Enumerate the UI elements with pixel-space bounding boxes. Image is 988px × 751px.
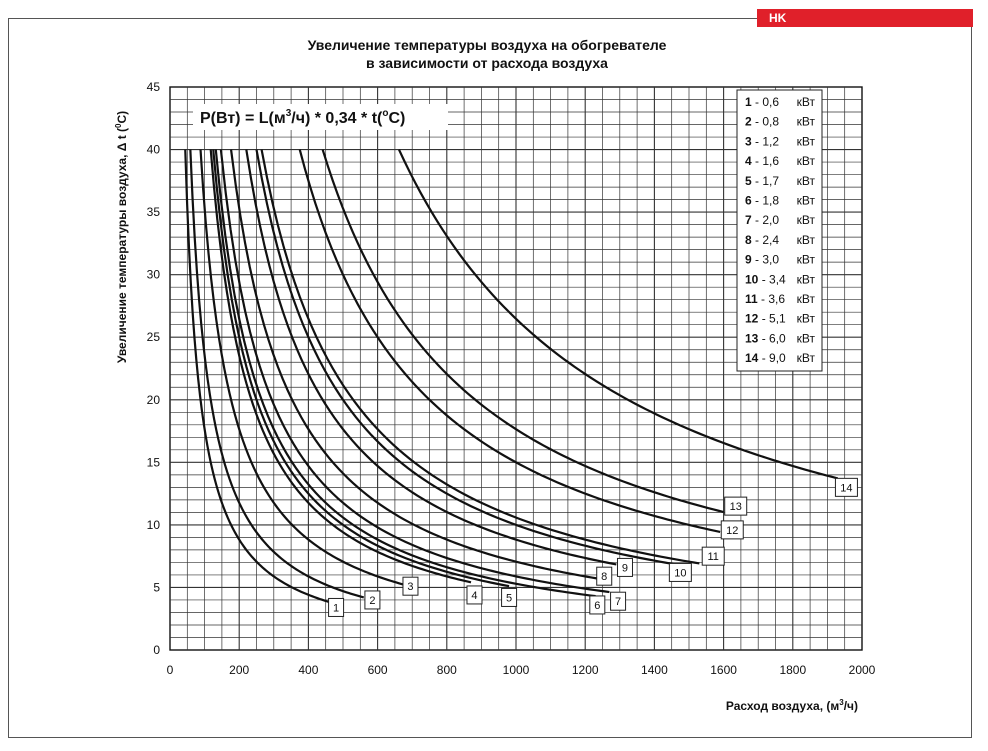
- x-tick-label: 1600: [710, 663, 737, 677]
- curve-label-9: 9: [621, 562, 629, 575]
- legend-unit-2: кВт: [796, 114, 815, 129]
- curve-label-2: 2: [369, 594, 376, 607]
- x-tick-label: 0: [166, 663, 174, 677]
- legend-entry-2: 2 - 0,8: [745, 114, 780, 129]
- y-tick-label: 25: [146, 330, 160, 345]
- legend-unit-12: кВт: [796, 311, 815, 326]
- legend-entry-13: 13 - 6,0: [745, 331, 786, 346]
- x-tick-label: 2000: [848, 663, 876, 677]
- y-tick-label: 40: [146, 142, 160, 157]
- legend-unit-3: кВт: [796, 134, 815, 149]
- legend-entry-4: 4 - 1,6: [745, 154, 780, 169]
- x-axis-label: Расход воздуха, $(м^3/ч)$: [725, 698, 858, 713]
- legend-entry-5: 5 - 1,7: [745, 173, 780, 188]
- legend-unit-4: кВт: [796, 154, 815, 169]
- legend-entry-8: 8 - 2,4: [745, 232, 780, 247]
- y-axis-label: Увеличение температуры воздуха, Δ t ($^0$C): [114, 110, 129, 364]
- x-tick-label: 800: [436, 663, 457, 677]
- legend-entry-11: 11 - 3,6: [745, 292, 786, 306]
- curve-label-6: 6: [594, 599, 601, 612]
- y-tick-label: 10: [146, 517, 160, 532]
- legend-unit-14: кВт: [796, 351, 815, 366]
- legend-unit-7: кВт: [796, 213, 815, 228]
- y-tick-label: 45: [146, 80, 160, 94]
- legend-box: [737, 90, 822, 371]
- curve-label-5: 5: [506, 592, 513, 605]
- y-tick-label: 5: [153, 580, 160, 595]
- legend-unit-13: кВт: [796, 331, 815, 346]
- legend: [737, 90, 822, 371]
- legend-entry-10: 10 - 3,4: [745, 272, 786, 287]
- y-tick-label: 15: [146, 455, 160, 470]
- legend-entry-3: 3 - 1,2: [745, 134, 780, 149]
- curve-label-3: 3: [407, 581, 414, 594]
- formula-text: $P(Вт) = L(м^3/ч) * 0,34 * t(^oC)$: [200, 108, 406, 127]
- legend-entry-12: 12 - 5,1: [745, 311, 786, 326]
- legend-unit-9: кВт: [796, 252, 815, 267]
- brand-badge: HK: [757, 9, 973, 27]
- y-tick-label: 35: [146, 205, 160, 220]
- y-tick-label: 20: [146, 392, 160, 407]
- curve-label-1: 1: [333, 602, 340, 615]
- legend-entry-9: 9 - 3,0: [745, 252, 780, 267]
- legend-entry-7: 7 - 2,0: [745, 213, 780, 228]
- y-tick-label: 0: [153, 643, 160, 657]
- legend-entry-1: 1 - 0,6: [745, 95, 780, 109]
- x-tick-label: 200: [229, 663, 250, 677]
- legend-unit-10: кВт: [796, 272, 815, 287]
- legend-unit-11: кВт: [796, 292, 815, 306]
- curve-label-7: 7: [615, 596, 622, 609]
- x-tick-label: 400: [298, 663, 319, 677]
- y-tick-label: 30: [146, 267, 160, 282]
- x-tick-label: 1800: [779, 663, 807, 677]
- curve-label-8: 8: [601, 571, 608, 584]
- curve-label-14: 14: [840, 482, 853, 495]
- chart-title-line1: Увеличение температуры воздуха на обогревателе: [307, 37, 667, 53]
- legend-entry-6: 6 - 1,8: [745, 193, 780, 208]
- legend-unit-5: кВт: [796, 173, 815, 188]
- curve-label-11: 11: [707, 551, 719, 564]
- legend-entry-14: 14 - 9,0: [745, 351, 786, 366]
- legend-unit-8: кВт: [796, 232, 815, 247]
- legend-unit-1: кВт: [796, 95, 815, 109]
- x-tick-label: 600: [367, 663, 388, 677]
- curve-label-10: 10: [674, 567, 687, 580]
- curve-label-12: 12: [726, 524, 739, 537]
- x-tick-label: 1400: [641, 663, 668, 677]
- x-tick-label: 1200: [571, 663, 599, 677]
- x-tick-label: 1000: [502, 663, 530, 677]
- legend-unit-6: кВт: [796, 193, 815, 208]
- chart-title-line2: в зависимости от расхода воздуха: [366, 55, 608, 71]
- curve-label-13: 13: [729, 501, 742, 514]
- curve-label-4: 4: [471, 589, 478, 602]
